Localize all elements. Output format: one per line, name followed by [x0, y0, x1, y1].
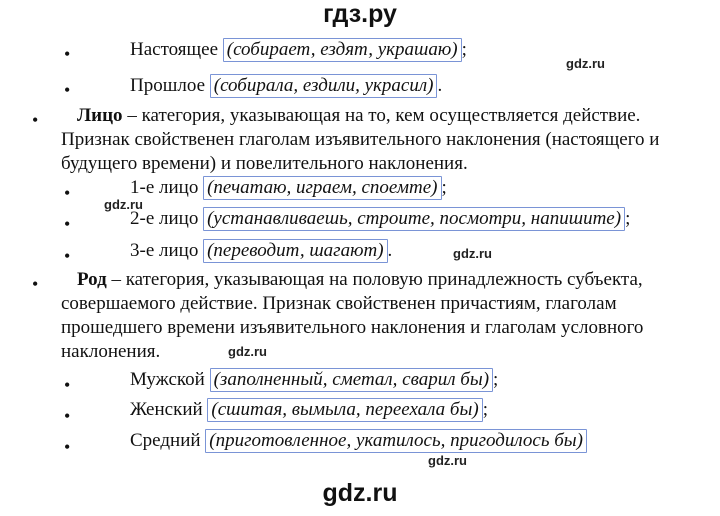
list-item	[130, 398, 488, 422]
item-label: Прошлое	[130, 75, 205, 96]
bullet-icon: •	[64, 214, 71, 234]
item-label: 2-е лицо	[130, 208, 199, 229]
item-label: 1-е лицо	[130, 177, 199, 198]
example-box: (сшитая, вымыла, переехала бы)	[207, 398, 482, 422]
example-box: (собирала, ездили, украсил)	[210, 74, 438, 98]
item-punct: ;	[625, 208, 631, 229]
watermark: gdz.ru	[104, 197, 143, 212]
watermark: gdz.ru	[428, 453, 467, 468]
term-gender: Род	[77, 269, 107, 290]
item-punct: .	[387, 240, 393, 261]
list-item	[130, 368, 498, 392]
list-item	[130, 74, 442, 98]
item-punct: ;	[441, 177, 447, 198]
person-definition: Лицо – категория, указывающая на то, кем осуществляется действие. Признак свойственен глаголам изъявительного наклонения (настоящего и будущего времени) и повелительного наклонения.	[61, 105, 660, 174]
watermark: gdz.ru	[228, 344, 267, 359]
site-header: гдз.ру	[323, 0, 397, 28]
bullet-icon: •	[64, 246, 71, 266]
bullet-icon: •	[64, 437, 71, 457]
bullet-icon: •	[64, 375, 71, 395]
list-item	[130, 38, 467, 62]
item-punct: ;	[493, 369, 499, 390]
gender-definition: Род – категория, указывающая на половую принадлежность субъекта, совершаемого действие. Признак свойственен причастиям, глаголам прошедшего времени изъявительного наклонения и глаголам условного наклонения.	[61, 269, 644, 362]
item-punct: .	[437, 75, 443, 96]
list-item	[130, 239, 392, 263]
example-box: (собирает, ездят, украшаю)	[223, 38, 462, 62]
watermark: gdz.ru	[453, 246, 492, 261]
example-box: (печатаю, играем, споемте)	[203, 176, 441, 200]
bullet-icon: •	[64, 80, 71, 100]
site-footer: gdz.ru	[322, 479, 398, 507]
example-box: (устанавливаешь, строите, посмотри, напишите)	[203, 207, 625, 231]
list-item	[130, 429, 587, 453]
bullet-icon: •	[64, 44, 71, 64]
bullet-icon: •	[32, 274, 39, 294]
list-item	[130, 207, 630, 231]
item-label: 3-е лицо	[130, 240, 199, 261]
example-box: (приготовленное, укатилось, пригодилось бы)	[205, 429, 587, 453]
item-label: Настоящее	[130, 39, 219, 60]
list-item	[130, 176, 447, 200]
item-label: Женский	[130, 399, 203, 420]
bullet-icon: •	[64, 183, 71, 203]
item-punct: ;	[482, 399, 488, 420]
item-label: Средний	[130, 430, 201, 451]
watermark: gdz.ru	[566, 56, 605, 71]
item-label: Мужской	[130, 369, 205, 390]
bullet-icon: •	[32, 110, 39, 130]
item-punct: ;	[461, 39, 467, 60]
example-box: (переводит, шагают)	[203, 239, 387, 263]
bullet-icon: •	[64, 406, 71, 426]
term-person: Лицо	[77, 105, 123, 126]
example-box: (заполненный, сметал, сварил бы)	[210, 368, 493, 392]
